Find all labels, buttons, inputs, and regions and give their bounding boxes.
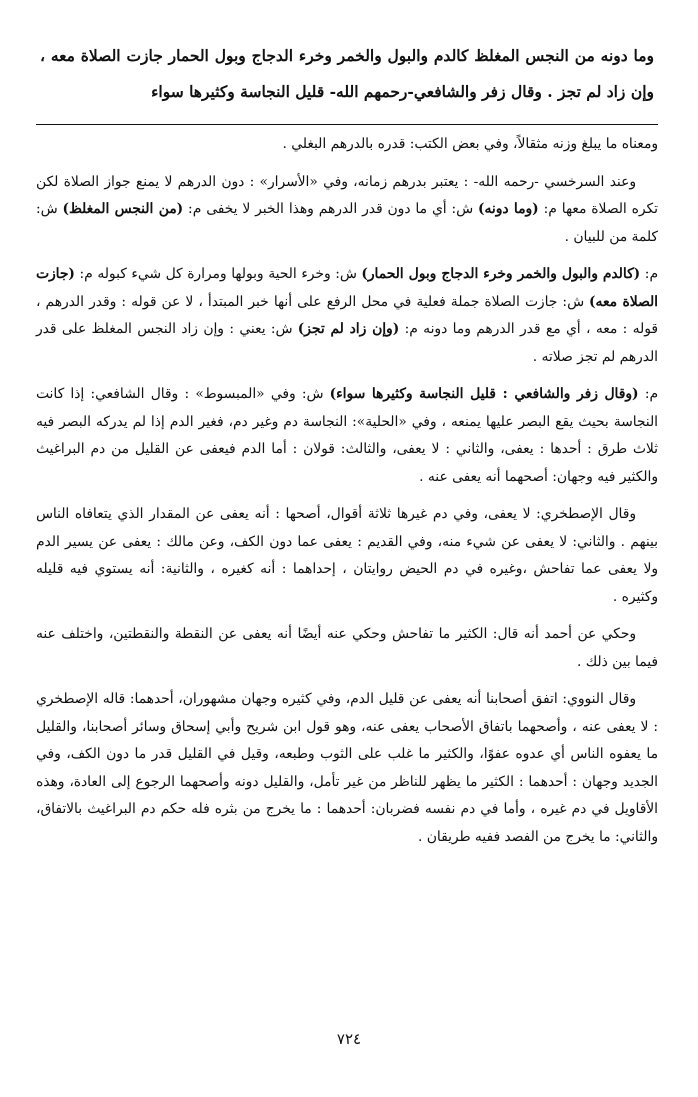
commentary-paragraph xyxy=(36,131,658,159)
commentary-paragraph xyxy=(36,501,658,611)
commentary-paragraph xyxy=(36,621,658,676)
quoted-matn-phrase: (وإن زاد لم تجز) xyxy=(297,321,400,337)
commentary-text: وقال النووي: اتفق أصحابنا أنه يعفى عن قليل الدم، وفي كثيره وجهان مشهوران، أحدهما: قاله الإصطخري : لا يعفى عنه ، وأصحهما باتفاق الأصحاب يعفى عنه، وهو قول ابن شريح وأبي إسحاق وسائر أصحابنا، والقليل ما يعفوه الناس أي عدوه عفوًا، والكثير ما غلب على الثوب وطبعه، وقيل في القليل قدر ما دون الكف، وفي الجديد وجهان : أحدهما : الكثير ما يظهر للناظر من غير تأمل، والقليل دونه وأصحهما الرجوع إلى العادة، وهذه الأقاويل في دم غيره ، وأما في دم نفسه فضربان: أحدهما : ما يخرج من بثره فله حكم دم البراغيث بالاتفاق، والثاني: ما يخرج من الفصد ففيه طريقان . xyxy=(36,691,658,845)
commentary-text: وقال الإصطخري: لا يعفى، وفي دم غيرها ثلاثة أقوال، أصحها : أنه يعفى عن المقدار الذي يتعافاه الناس بينهم . والثاني: لا يعفى عن شيء منه، وفي القديم : يعفى عما دون الكف، وعن مالك : يعفى عن يسير الدم ولا يعفى عما تفاحش ،وغيره في دم الحيض روايتان ، إحداهما : أنه كغيره ، والثانية: أنه يستوي فيه قليله وكثيره . xyxy=(36,506,658,605)
commentary-text: ش: جازت الصلاة جملة فعلية في محل الرفع على أنها خبر المبتدأ ، لا عن قوله : وقدر الدرهم ، قوله : معه ، أي مع قدر الدرهم وما دونه م: xyxy=(36,293,658,337)
separator-rule xyxy=(36,124,658,125)
quoted-matn-phrase: (وقال زفر والشافعي : قليل النجاسة وكثيرها سواء) xyxy=(329,386,639,402)
quoted-matn-phrase: (جازت الصلاة معه) xyxy=(36,266,658,310)
quoted-matn-phrase: (وما دونه) xyxy=(477,201,539,217)
quoted-matn-phrase: (كالدم والبول والخمر وخرء الدجاج وبول الحمار) xyxy=(361,266,641,282)
commentary-paragraph xyxy=(36,261,658,371)
commentary-text: ش: كلمة من للبيان . xyxy=(36,201,658,245)
commentary-paragraph xyxy=(36,686,658,851)
commentary xyxy=(36,131,658,851)
commentary-paragraph xyxy=(36,169,658,252)
commentary-text: م: xyxy=(638,386,659,402)
quoted-matn-phrase: (من النجس المغلظ) xyxy=(62,201,184,217)
commentary-text: وحكي عن أحمد أنه قال: الكثير ما تفاحش وحكي عنه أيضًا أنه يعفى عن النقطة والنقطتين، واختلف عنه فيما بين ذلك . xyxy=(36,626,658,670)
matn-main-text: وما دونه من النجس المغلظ كالدم والبول والخمر وخرء الدجاج وبول الحمار جازت الصلاة معه ، وإن زاد لم تجز . وقال زفر والشافعي-رحمهم الله- قليل النجاسة وكثيرها سواء xyxy=(40,46,654,101)
page-number: ٧٢٤ xyxy=(336,1030,362,1048)
commentary-text: م: xyxy=(640,266,658,282)
book-page xyxy=(36,38,658,861)
commentary-text: ش: يعني : وإن زاد النجس المغلظ على قدر الدرهم لم تجز صلاته . xyxy=(36,321,658,365)
commentary-text: ش: أي ما دون قدر الدرهم وهذا الخبر لا يخفى م: xyxy=(183,201,478,217)
commentary-text: ش: وفي «المبسوط» : وقال الشافعي: إذا كانت النجاسة بحيث يقع البصر عليها يمنعه ، وفي «الحلية»: النجاسة دم وغير دم، فغير الدم إذا لم يدركه البصر فيه ثلاث طرق : أحدها : يعفى، والثاني : لا يعفى، والثالث: قولان : أما الدم فيعفى عن القليل من دم البراغيث والكثير فيه وجهان: أصحهما أنه يعفى عنه . xyxy=(36,386,658,485)
commentary-text: ش: وخرء الحية وبولها ومرارة كل شيء كبوله م: xyxy=(74,266,362,282)
commentary-paragraph xyxy=(36,381,658,491)
commentary-text: وعند السرخسي -رحمه الله- : يعتبر بدرهم زمانه، وفي «الأسرار» : دون الدرهم لا يمنع جواز الصلاة لكن تكره الصلاة معها م: xyxy=(36,173,658,217)
commentary-text: ومعناه ما يبلغ وزنه مثقالاً، وفي بعض الكتب: قدره بالدرهم البغلي . xyxy=(282,136,658,152)
